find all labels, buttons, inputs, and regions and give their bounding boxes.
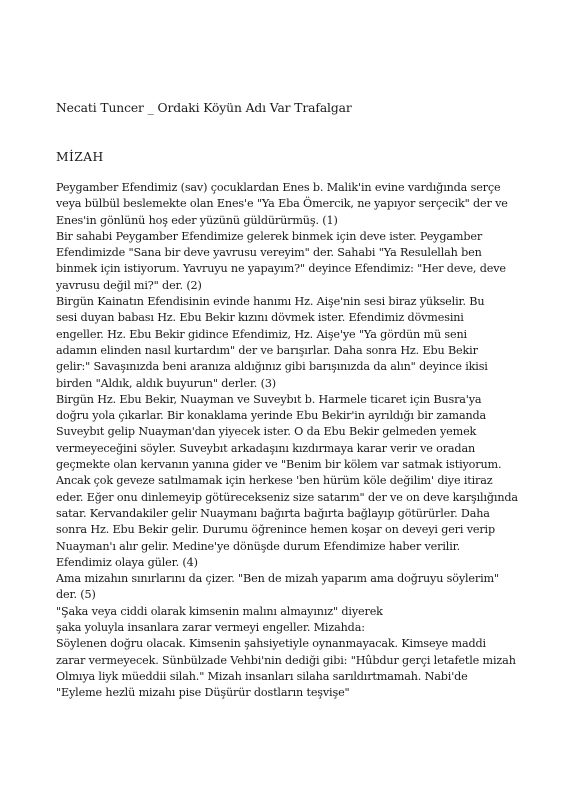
body-line: Efendimiz olaya güler. (4) xyxy=(56,555,198,569)
body-line: eder. Eğer onu dinlemeyip götürecekseniz size satarım" der ve on deve karşılığında xyxy=(56,490,518,504)
body-line: Söylenen doğru olacak. Kimsenin şahsiyetiyle oynanmayacak. Kimseye maddi xyxy=(56,637,486,651)
document-header: Necati Tuncer _ Ordaki Köyün Adı Var Trafalgar xyxy=(56,101,352,115)
body-line: Birgün Hz. Ebu Bekir, Nuayman ve Suveybıt b. Harmele ticaret için Busra'ya xyxy=(56,392,482,406)
body-line: sonra Hz. Ebu Bekir gelir. Durumu öğrenince hemen koşar on deveyi geri verip xyxy=(56,523,495,537)
body-line: şaka yoluyla insanlara zarar vermeyi engeller. Mizahda: xyxy=(56,621,365,635)
body-text xyxy=(56,180,526,702)
body-line: "Eyleme hezlü mizahı pise Düşürür dostların teşvişe" xyxy=(56,686,350,700)
body-line: der. (5) xyxy=(56,588,96,602)
body-line: vermeyeceğini söyler. Suveybıt arkadaşını kızdırmaya karar verir ve oradan xyxy=(56,441,476,455)
body-line: engeller. Hz. Ebu Bekir gidince Efendimiz, Hz. Aişe'ye "Ya gördün mü seni xyxy=(56,327,467,341)
body-line: adamın elinden nasıl kurtardım" der ve barışırlar. Daha sonra Hz. Ebu Bekir xyxy=(56,343,478,357)
body-line: yavrusu değil mi?" der. (2) xyxy=(56,278,202,292)
body-line: doğru yola çıkarlar. Bir konaklama yerinde Ebu Bekir'in ayrıldığı bir zamanda xyxy=(56,409,487,423)
body-line: Ancak çok geveze satılmamak için herkese 'ben hürüm köle değilim' diye itiraz xyxy=(56,474,493,488)
body-line: gelir:" Savaşınızda beni aranıza aldığınız gibi barışınızda da alın" deyince ikisi xyxy=(56,360,488,374)
body-line: Enes'in gönlünü hoş eder yüzünü güldürürmüş. (1) xyxy=(56,213,338,227)
body-line: Ama mizahın sınırlarını da çizer. "Ben de mizah yaparım ama doğruyu söylerim" xyxy=(56,572,499,586)
body-line: Efendimizde "Sana bir deve yavrusu vereyim" der. Sahabi "Ya Resulellah ben xyxy=(56,246,482,260)
section-title: MİZAH xyxy=(56,150,104,164)
body-line: "Şaka veya ciddi olarak kimsenin malını almayınız" diyerek xyxy=(56,604,383,618)
body-line: Bir sahabi Peygamber Efendimize gelerek binmek için deve ister. Peygamber xyxy=(56,229,483,243)
body-line: sesi duyan babası Hz. Ebu Bekir kızını dövmek ister. Efendimiz dövmesini xyxy=(56,311,464,325)
body-line: zarar vermeyecek. Sünbülzade Vehbi'nin dediği gibi: "Hûbdur gerçi letafetle mizah xyxy=(56,653,516,667)
body-line: veya bülbül beslemekte olan Enes'e "Ya Eba Ömercik, ne yapıyor serçecik" der ve xyxy=(56,197,508,211)
body-line: Olmıya liyk müeddii silah." Mizah insanları silaha sarıldırtmamah. Nabi'de xyxy=(56,669,468,683)
body-line: satar. Kervandakiler gelir Nuaymanı bağırta bağırta bağlayıp götürürler. Daha xyxy=(56,506,490,520)
body-line: geçmekte olan kervanın yanına gider ve "Benim bir kölem var satmak istiyorum. xyxy=(56,458,502,472)
body-line: Suveybıt gelip Nuayman'dan yiyecek ister. O da Ebu Bekir gelmeden yemek xyxy=(56,425,477,439)
body-line: Peygamber Efendimiz (sav) çocuklardan Enes b. Malik'in evine vardığında serçe xyxy=(56,181,501,194)
body-line: Birgün Kainatın Efendisinin evinde hanımı Hz. Aişe'nin sesi biraz yükselir. Bu xyxy=(56,295,485,309)
body-line: binmek için istiyorum. Yavruyu ne yapayım?" deyince Efendimiz: "Her deve, deve xyxy=(56,262,506,276)
body-line: birden "Aldık, aldık buyurun" derler. (3) xyxy=(56,376,276,390)
body-line: Nuayman'ı alır gelir. Medine'ye dönüşde durum Efendimize haber verilir. xyxy=(56,539,461,553)
